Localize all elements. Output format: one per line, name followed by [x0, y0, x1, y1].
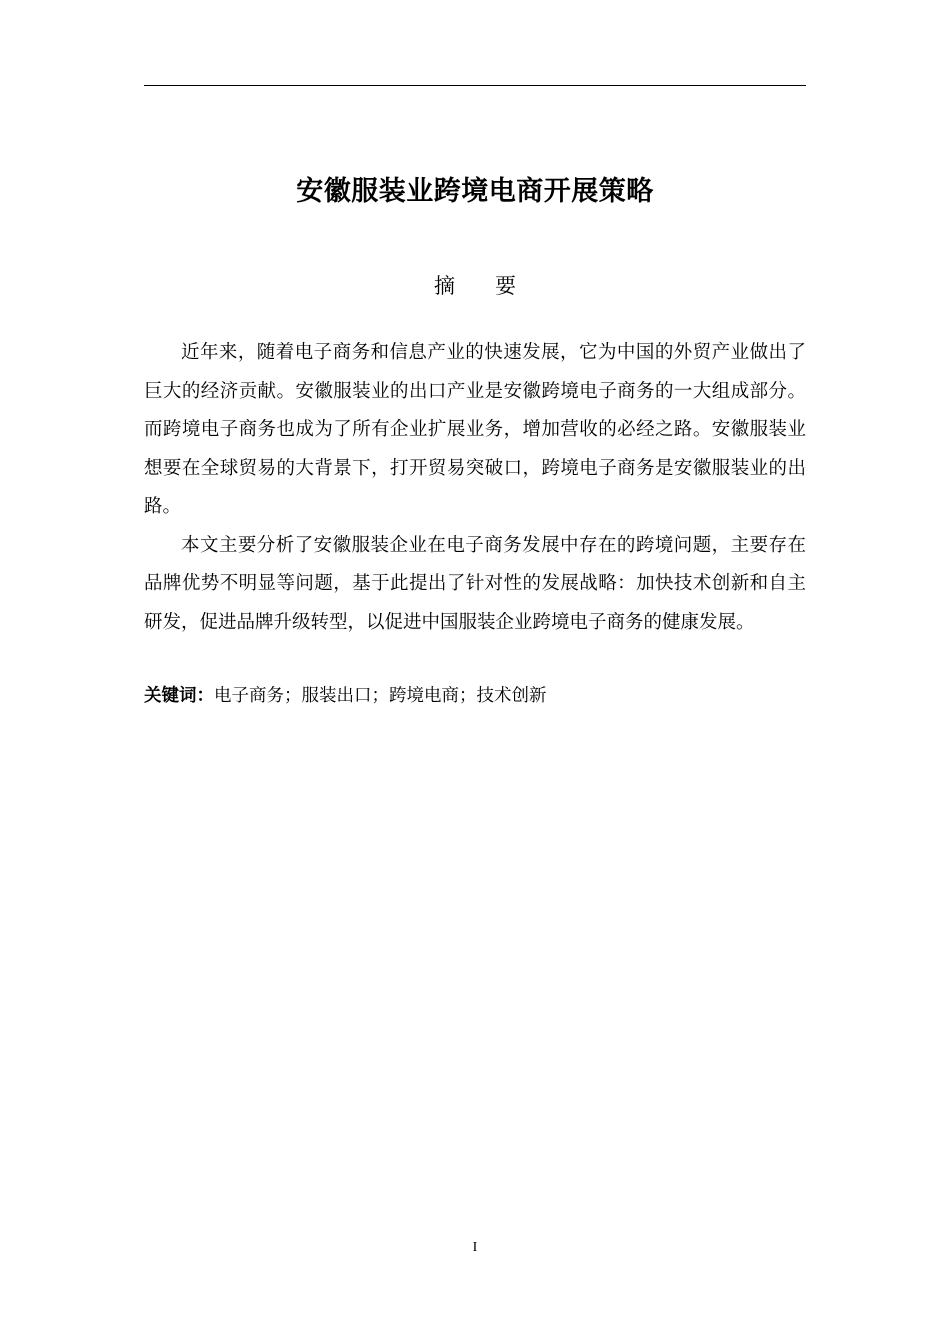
- abstract-heading-char-2: 要: [495, 274, 516, 298]
- keywords-value: 电子商务；服装出口；跨境电商；技术创新: [214, 686, 547, 706]
- keywords-label: 关键词：: [144, 686, 214, 706]
- abstract-heading: [144, 270, 806, 302]
- abstract-heading-char-1: 摘: [434, 274, 455, 298]
- abstract-body: [144, 334, 806, 642]
- page-number: I: [472, 1240, 478, 1255]
- abstract-paragraph-2: 本文主要分析了安徽服装企业在电子商务发展中存在的跨境问题，主要存在品牌优势不明显等问题，基于此提出了针对性的发展战略：加快技术创新和自主研发，促进品牌升级转型，以促进中国服装企业跨境电子商务的健康发展。: [144, 534, 806, 633]
- keywords-line: [144, 681, 806, 711]
- abstract-paragraph-1: 近年来，随着电子商务和信息产业的快速发展，它为中国的外贸产业做出了巨大的经济贡献。安徽服装业的出口产业是安徽跨境电子商务的一大组成部分。而跨境电子商务也成为了所有企业扩展业务，增加营收的必经之路。安徽服装业想要在全球贸易的大背景下，打开贸易突破口，跨境电子商务是安徽服装业的出路。: [144, 342, 806, 517]
- header-rule: [144, 85, 806, 86]
- document-title: 安徽服装业跨境电商开展策略: [296, 176, 654, 207]
